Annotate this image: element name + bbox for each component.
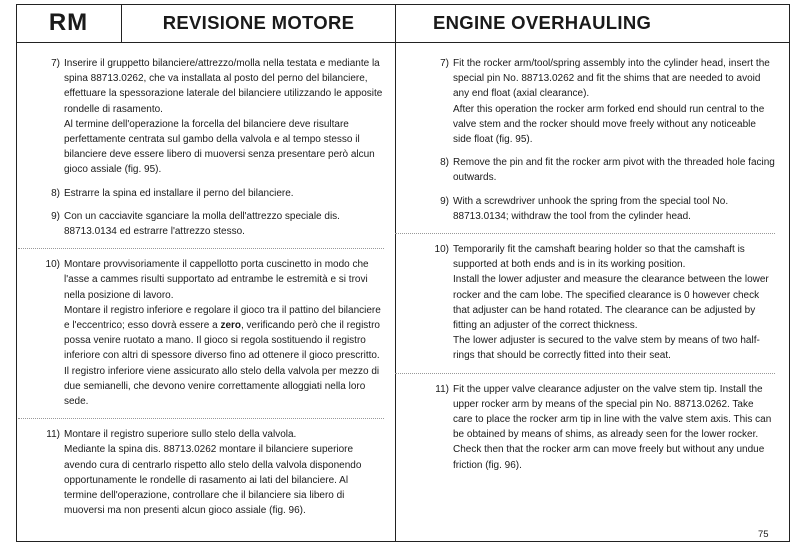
divider	[18, 418, 384, 419]
title-italian: REVISIONE MOTORE	[162, 12, 355, 33]
step-9-en	[423, 194, 775, 224]
step-10-en	[423, 242, 775, 364]
step-text: After this operation the rocker arm forked end should run central to the valve stem and the rocker should move freely without any noticeable side float (fig. 95).	[453, 103, 765, 146]
divider	[18, 248, 384, 249]
step-text: Il registro inferiore viene assicurato allo stelo della valvola per mezzo di due semianelli, che devono venire correttamente alloggiati nella loro sede.	[64, 365, 380, 408]
step-text: Al termine dell'operazione la forcella del bilanciere deve risultare perfettamente centrata sul gambo della valvola e al tempo stesso il bilanciere deve essere libero di muoversi senza presentare però alcun gioco assiale (fig. 95).	[64, 118, 375, 176]
title-english: ENGINE OVERHAULING	[433, 12, 652, 33]
english-column	[423, 56, 775, 473]
step-8-it	[34, 186, 384, 201]
divider	[395, 233, 775, 234]
step-text: Inserire il gruppetto bilanciere/attrezzo/molla nella testata e mediante la spina 88713.0262, che va installata al posto del perno del bilanciere, effettuare la spessorazione laterale del bilanciere utilizzando le apposite rondelle di rasamento.	[64, 58, 383, 115]
step-text: Fit the upper valve clearance adjuster on the valve stem tip. Install the upper rocker arm by means of the special pin No. 88713.0262. Take care to place the rocker arm tip in line with the valve stem axis. This can be obtained by means of shims, as already seen for the lower rocker.	[453, 383, 772, 441]
step-text: Montare provvisoriamente il cappellotto porta cuscinetto in modo che l'asse a cammes risulti supportato ad entrambe le estremità e si trovi nella posizione di lavoro.	[64, 259, 369, 301]
step-7-it	[34, 56, 384, 178]
step-11-it	[34, 427, 384, 518]
step-number: 10)	[45, 259, 60, 271]
step-text: Estrarre la spina ed installare il perno del bilanciere.	[64, 187, 294, 199]
step-number: 11)	[435, 383, 449, 395]
step-7-en	[423, 56, 775, 147]
step-11-en	[423, 382, 775, 473]
step-text: Mediante la spina dis. 88713.0262 montare il bilanciere superiore avendo cura di centrarlo rispetto allo stelo della valvola disponendo opportunamente le rondelle di rasamento ai lati del bilanciere. Al termine dell'operazione, controllare che il bilanciere sia libero di muoversi ma non presenti alcun gioco assiale (fig. 96).	[64, 444, 362, 517]
section-code: RM	[16, 4, 122, 42]
step-text: Con un cacciavite sganciare la molla dell'attrezzo speciale dis. 88713.0134 ed estrarre l'attrezzo stesso.	[64, 210, 340, 238]
step-10-it	[34, 257, 384, 409]
step-text: Install the lower adjuster and measure the clearance between the lower rocker and the cam lobe. The specified clearance is 0 however check that adjuster can be hand rotated. The clearance can be adjusted by fitting an adjuster of the correct thickness.	[453, 274, 769, 332]
step-number: 10)	[434, 244, 449, 256]
column-divider	[395, 4, 396, 542]
bold-value: zero	[220, 320, 241, 332]
step-number: 8)	[51, 187, 60, 199]
page-number: 75	[758, 529, 769, 540]
step-text: Montare il registro inferiore e regolare il gioco tra il pattino del bilanciere e l'eccentrico; esso dovrà essere a zero, verificando però che il registro possa venire ruotato a mano. Il gioco si regola sostituendo il registro inferiore con altri di spessore diverso fino ad ottenere il gioco prescritto.	[64, 304, 381, 362]
step-text: With a screwdriver unhook the spring from the special tool No. 88713.0134; withdraw the tool from the cylinder head.	[453, 195, 729, 222]
step-text: The lower adjuster is secured to the valve stem by means of two half-rings that should be correctly fitted into their seat.	[453, 335, 760, 362]
step-text: Montare il registro superiore sullo stelo della valvola.	[64, 429, 297, 441]
step-number: 11)	[46, 429, 60, 441]
italian-column	[34, 56, 384, 518]
step-number: 9)	[51, 210, 60, 222]
divider	[395, 373, 775, 374]
step-text: Fit the rocker arm/tool/spring assembly into the cylinder head, insert the special pin No. 88713.0262 and fit the shims that are needed to avoid any end float (axial clearance).	[453, 58, 770, 100]
step-number: 7)	[51, 58, 60, 69]
step-number: 7)	[440, 58, 449, 69]
header-rule	[16, 42, 790, 43]
step-text: Check then that the rocker arm can move freely but without any undue friction (fig. 96).	[453, 444, 765, 471]
step-text: Remove the pin and fit the rocker arm pivot with the threaded hole facing outwards.	[453, 157, 775, 184]
step-8-en	[423, 155, 775, 185]
step-9-it	[34, 209, 384, 239]
step-number: 9)	[440, 195, 449, 207]
step-text: Temporarily fit the camshaft bearing holder so that the camshaft is supported at both ends and is in its working position.	[453, 244, 745, 271]
step-number: 8)	[440, 157, 449, 169]
